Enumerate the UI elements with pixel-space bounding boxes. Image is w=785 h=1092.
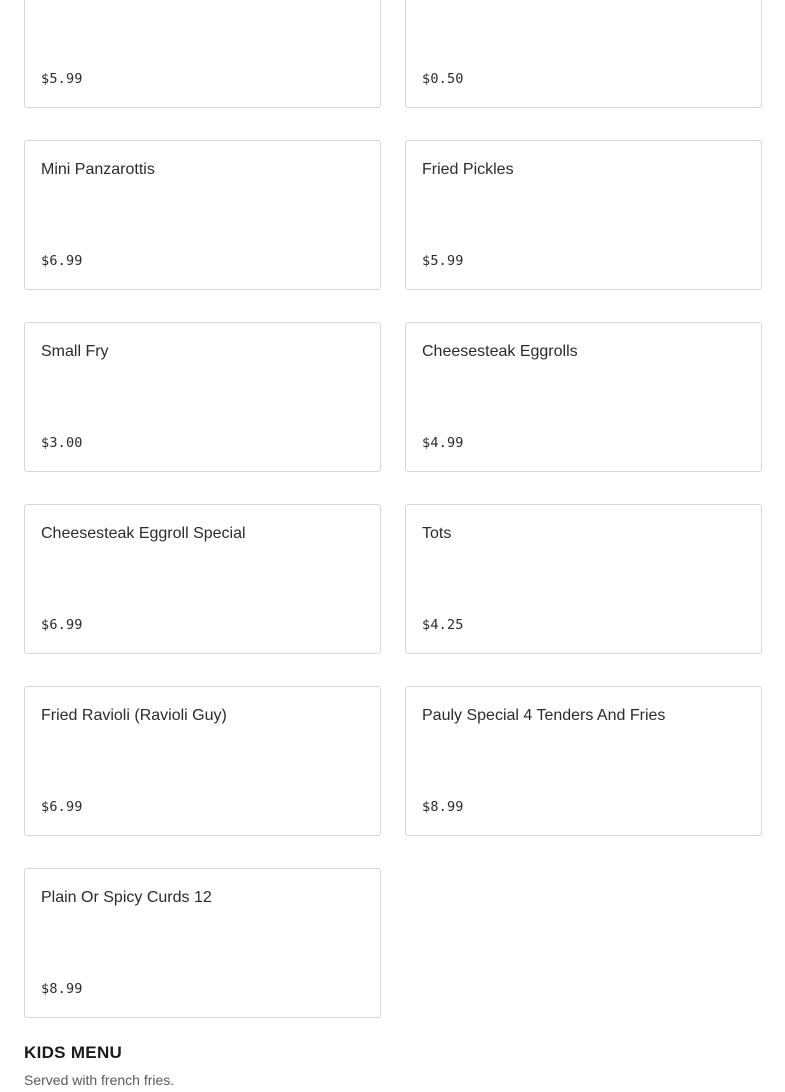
menu-item-price: $6.99 xyxy=(41,617,83,633)
menu-item-card[interactable] xyxy=(405,140,762,290)
section-title: KIDS MENU xyxy=(24,1043,123,1062)
menu-item-card[interactable] xyxy=(405,0,762,108)
menu-item-price: $3.00 xyxy=(41,435,83,451)
menu-item-price: $4.25 xyxy=(422,617,464,633)
menu-item-price: $8.99 xyxy=(41,981,83,997)
menu-item-card[interactable] xyxy=(24,0,381,108)
menu-item-card[interactable] xyxy=(405,322,762,472)
menu-item-card[interactable] xyxy=(24,504,381,654)
menu-item-price: $5.99 xyxy=(422,253,464,269)
menu-item-price: $4.99 xyxy=(422,435,464,451)
menu-item-card[interactable] xyxy=(24,322,381,472)
menu-item-card[interactable] xyxy=(405,686,762,836)
menu-item-name: Plain Or Spicy Curds 12 xyxy=(41,889,212,906)
menu-item-price: $8.99 xyxy=(422,799,464,815)
menu-item-card[interactable] xyxy=(24,868,381,1018)
menu-item-name: Cheesesteak Eggrolls xyxy=(422,343,578,360)
menu-item-name: Cheesesteak Eggroll Special xyxy=(41,525,246,542)
menu-item-price: $6.99 xyxy=(41,799,83,815)
menu-item-name: Tots xyxy=(422,525,452,542)
section-description: Served with french fries. xyxy=(24,1072,175,1088)
menu-item-card[interactable] xyxy=(24,140,381,290)
menu-item-price: $0.50 xyxy=(422,71,464,87)
menu-item-name: Fried Pickles xyxy=(422,161,514,178)
menu-item-price: $5.99 xyxy=(41,71,83,87)
menu-item-card[interactable] xyxy=(24,686,381,836)
menu-item-card[interactable] xyxy=(405,504,762,654)
menu-item-name: Mini Panzarottis xyxy=(41,161,155,178)
menu-item-name: Fried Ravioli (Ravioli Guy) xyxy=(41,707,227,724)
menu-item-name: Pauly Special 4 Tenders And Fries xyxy=(422,707,666,724)
menu-item-name: Small Fry xyxy=(41,343,109,360)
menu-item-price: $6.99 xyxy=(41,253,83,269)
